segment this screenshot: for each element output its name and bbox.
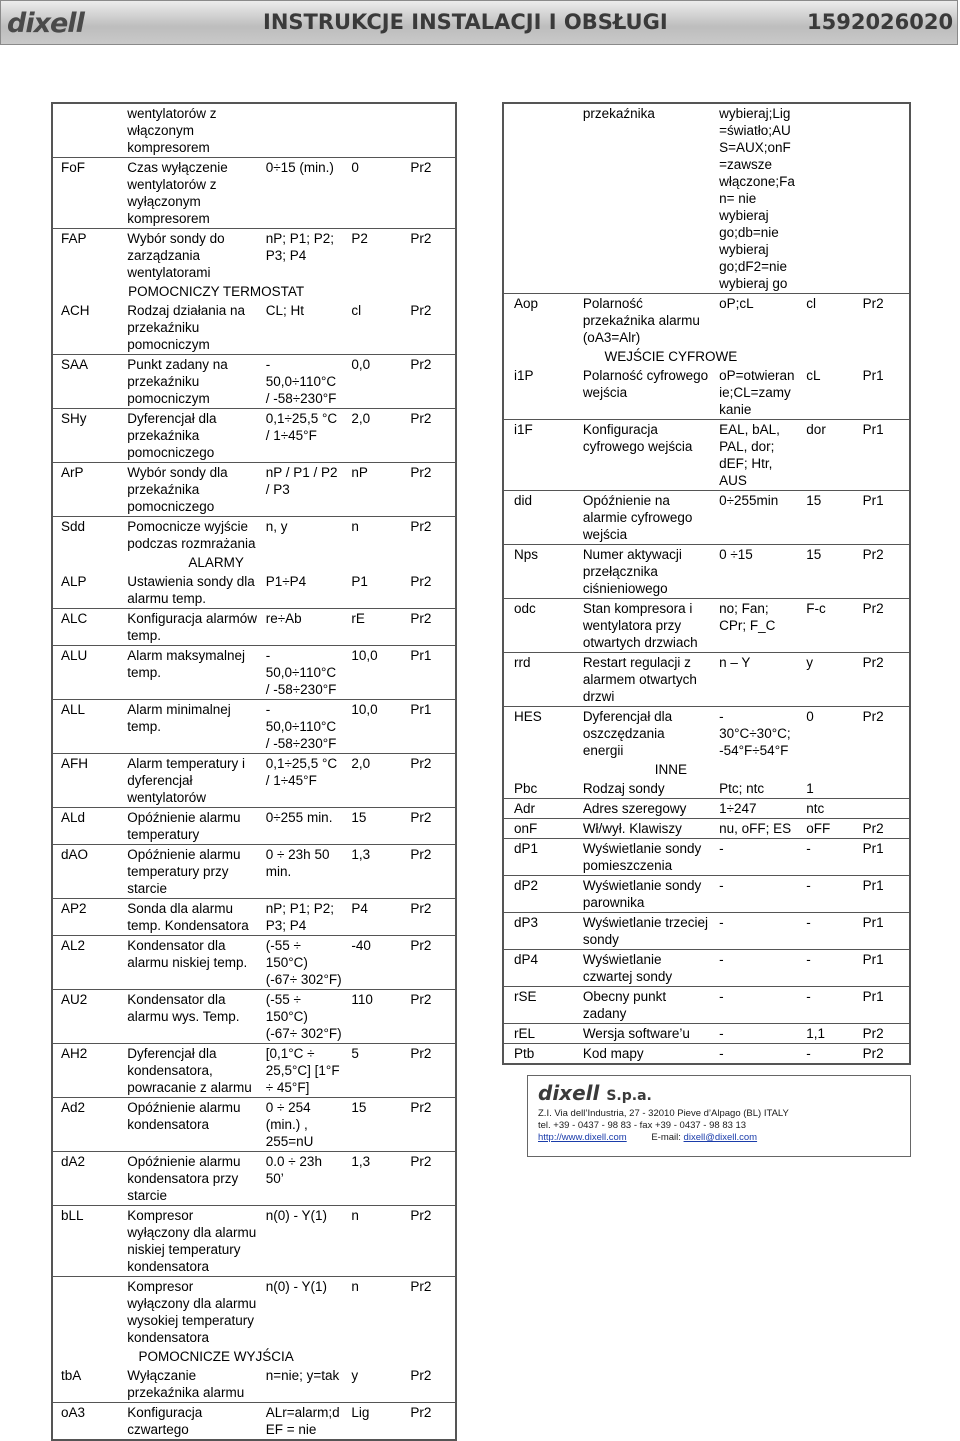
- table-row: [52, 103, 456, 158]
- company-footer: [527, 1075, 911, 1157]
- cell-code: SHy: [61, 411, 87, 426]
- table-row: [52, 517, 456, 554]
- cell-range: Ptc; ntc: [719, 781, 765, 796]
- table-row: [503, 839, 910, 876]
- cell-range: - 30°C÷30°C; -54°F÷54°F: [719, 709, 791, 758]
- table-row: [52, 1098, 456, 1152]
- cell-level: Pr2: [862, 547, 884, 562]
- footer-web-link[interactable]: http://www.dixell.com: [538, 1132, 627, 1143]
- cell-description: Restart regulacji z alarmem otwartych drzwi: [582, 655, 697, 704]
- table-row: [52, 1206, 456, 1277]
- cell-code: i1F: [514, 422, 533, 437]
- cell-level: Pr1: [862, 915, 884, 930]
- section-row: [503, 760, 910, 779]
- cell-default: -40: [351, 938, 371, 953]
- section-title: POMOCNICZY TERMOSTAT: [128, 284, 305, 299]
- cell-level: Pr2: [410, 465, 432, 480]
- dixell-logo: [7, 6, 84, 40]
- cell-level: Pr2: [410, 992, 432, 1007]
- cell-description: Opóźnienie alarmu temperatury przy starcie: [127, 847, 241, 896]
- cell-level: Pr2: [410, 1208, 432, 1223]
- cell-level: Pr2: [410, 160, 432, 175]
- table-row: [503, 599, 910, 653]
- cell-code: dA2: [61, 1154, 86, 1169]
- cell-range: 0,1÷25,5 °C / 1÷45°F: [265, 756, 338, 788]
- table-row: [52, 409, 456, 463]
- cell-code: [52, 103, 121, 158]
- cell-range: 0 ÷ 254 (min.) , 255=nU: [265, 1100, 314, 1149]
- section-title: INNE: [654, 762, 688, 777]
- cell-code: Ptb: [514, 1046, 535, 1061]
- table-row: [503, 420, 910, 491]
- cell-description: Sonda dla alarmu temp. Kondensatora: [127, 901, 249, 933]
- cell-level: Pr2: [862, 1026, 884, 1041]
- parameter-table-right: [502, 102, 911, 1065]
- cell-level: Pr2: [410, 810, 432, 825]
- cell-code: ALU: [61, 648, 88, 663]
- cell-level: Pr1: [410, 648, 432, 663]
- cell-code: AP2: [61, 901, 87, 916]
- table-row: [52, 845, 456, 899]
- cell-code: AL2: [61, 938, 86, 953]
- cell-default: 1: [806, 781, 814, 796]
- footer-email-label: E-mail:: [651, 1132, 681, 1143]
- cell-code: dP4: [514, 952, 539, 967]
- cell-range: [261, 103, 346, 158]
- cell-range: -: [719, 1046, 724, 1061]
- table-row: [52, 572, 456, 609]
- section-title: POMOCNICZE WYJŚCIA: [138, 1349, 294, 1364]
- cell-code: SAA: [61, 357, 89, 372]
- cell-range: 0 ÷15: [719, 547, 753, 562]
- table-row: [503, 294, 910, 348]
- cell-description: Dyferencjał dla przekaźnika pomocniczego: [127, 411, 217, 460]
- cell-level: Pr1: [410, 702, 432, 717]
- table-row: [52, 646, 456, 700]
- cell-description: Kod mapy: [582, 1046, 644, 1061]
- cell-range: - 50,0÷110°C / -58÷230°F: [265, 357, 337, 406]
- cell-code: oA3: [61, 1405, 86, 1420]
- cell-default: 0: [806, 709, 814, 724]
- cell-default: cl: [351, 303, 362, 318]
- table-row: [503, 779, 910, 799]
- footer-email-link[interactable]: dixell@dixell.com: [683, 1132, 758, 1143]
- cell-range: 1÷247: [719, 801, 757, 816]
- cell-empty: [503, 760, 577, 779]
- section-title: ALARMY: [188, 555, 244, 570]
- logo-text: dixell: [7, 7, 84, 39]
- cell-level: Pr1: [862, 989, 884, 1004]
- cell-level: [857, 779, 910, 799]
- cell-description: Konfiguracja alarmów temp.: [127, 611, 258, 643]
- cell-code: dP1: [514, 841, 539, 856]
- table-row: [52, 609, 456, 646]
- cell-default: 2,0: [351, 411, 371, 426]
- cell-range: (-55 ÷ 150°C) (-67÷ 302°F): [265, 938, 342, 987]
- table-row: [503, 950, 910, 987]
- cell-level: Pr2: [410, 611, 432, 626]
- cell-default: 5: [351, 1046, 359, 1061]
- cell-code: Ad2: [61, 1100, 86, 1115]
- cell-code: Pbc: [514, 781, 538, 796]
- cell-range: 0÷255min: [719, 493, 779, 508]
- cell-code: HES: [514, 709, 542, 724]
- cell-code: onF: [514, 821, 538, 836]
- cell-default: -: [806, 989, 811, 1004]
- cell-description: Opóźnienie na alarmie cyfrowego wejścia: [582, 493, 693, 542]
- cell-code: ALP: [61, 574, 87, 589]
- cell-range: P1÷P4: [265, 574, 307, 589]
- cell-level: Pr2: [410, 1279, 432, 1294]
- cell-description: Dyferencjał dla kondensatora, powracanie z alarmu: [127, 1046, 252, 1095]
- table-row: [503, 491, 910, 545]
- cell-description: Konfiguracja czwartego: [127, 1405, 203, 1437]
- table-row: [503, 103, 910, 294]
- cell-range: 0,1÷25,5 °C / 1÷45°F: [265, 411, 338, 443]
- cell-range: n=nie; y=tak: [265, 1368, 340, 1383]
- table-row: [52, 990, 456, 1044]
- cell-level: Pr2: [410, 303, 432, 318]
- table-row: [503, 819, 910, 839]
- cell-level: Pr2: [862, 655, 884, 670]
- cell-description: Opóźnienie alarmu temperatury: [127, 810, 241, 842]
- cell-default: ntc: [806, 801, 825, 816]
- cell-level: Pr2: [410, 411, 432, 426]
- cell-default: 110: [351, 992, 373, 1007]
- cell-code: rrd: [514, 655, 531, 670]
- cell-code: odc: [514, 601, 536, 616]
- cell-description: Stan kompresora i wentylatora przy otwartych drzwiach: [582, 601, 698, 650]
- cell-default: [345, 103, 404, 158]
- cell-default: 0: [351, 160, 359, 175]
- cell-level: Pr2: [410, 901, 432, 916]
- cell-description: Kompresor wyłączony dla alarmu niskiej temperatury kondensatora: [127, 1208, 257, 1274]
- cell-level: Pr2: [410, 1154, 432, 1169]
- cell-level: Pr2: [410, 1368, 432, 1383]
- cell-level: Pr2: [410, 756, 432, 771]
- cell-range: no; Fan; CPr; F_C: [719, 601, 776, 633]
- cell-code: ALd: [61, 810, 86, 825]
- cell-range: -: [719, 989, 724, 1004]
- cell-description: Dyferencjał dla oszczędzania energii: [582, 709, 673, 758]
- table-row: [503, 987, 910, 1024]
- cell-level: [404, 103, 456, 158]
- cell-code: AU2: [61, 992, 88, 1007]
- cell-default: 10,0: [351, 648, 378, 663]
- cell-code: rSE: [514, 989, 537, 1004]
- table-row: [503, 653, 910, 707]
- section-row: [52, 553, 456, 572]
- cell-description: wentylatorów z włączonym kompresorem: [127, 106, 217, 155]
- cell-code: dAO: [61, 847, 89, 862]
- cell-description: Wybór sondy dla przekaźnika pomocniczego: [127, 465, 228, 514]
- cell-default: y: [806, 655, 814, 670]
- table-row: [52, 1044, 456, 1098]
- cell-range: nP; P1; P2; P3; P4: [265, 231, 335, 263]
- cell-code: AFH: [61, 756, 88, 771]
- table-row: [503, 799, 910, 819]
- cell-level: [857, 799, 910, 819]
- table-row: [503, 913, 910, 950]
- cell-default: 0,0: [351, 357, 371, 372]
- cell-default: -: [806, 1046, 811, 1061]
- cell-level: Pr2: [862, 709, 884, 724]
- cell-range: 0 ÷ 23h 50 min.: [265, 847, 330, 879]
- document-code: 1592026020: [807, 10, 954, 34]
- cell-code: rEL: [514, 1026, 536, 1041]
- cell-level: Pr1: [862, 368, 884, 383]
- table-row: [52, 754, 456, 808]
- table-row: [52, 1152, 456, 1206]
- cell-code: did: [514, 493, 533, 508]
- cell-default: cL: [806, 368, 821, 383]
- cell-empty: [52, 282, 121, 301]
- cell-default: [800, 103, 856, 294]
- cell-default: oFF: [806, 821, 831, 836]
- cell-range: - 50,0÷110°C / -58÷230°F: [265, 702, 337, 751]
- footer-contact: [538, 1132, 757, 1143]
- cell-empty: [52, 553, 121, 572]
- cell-default: n: [351, 519, 359, 534]
- cell-description: Wyświetlanie sondy parownika: [582, 878, 702, 910]
- cell-default: y: [351, 1368, 359, 1383]
- cell-description: Pomocnicze wyjście podczas rozmrażania: [127, 519, 256, 551]
- cell-default: n: [351, 1279, 359, 1294]
- footer-phone: tel. +39 - 0437 - 98 83 - fax +39 - 0437 - 98 83 13: [538, 1120, 747, 1131]
- cell-level: Pr1: [862, 841, 884, 856]
- cell-level: Pr1: [862, 493, 884, 508]
- cell-description: Alarm temperatury i dyferencjał wentylatorów: [127, 756, 246, 805]
- table-row: [52, 229, 456, 283]
- cell-range: n(0) - Y(1): [265, 1208, 328, 1223]
- cell-range: nu, oFF; ES: [719, 821, 792, 836]
- cell-code: i1P: [514, 368, 534, 383]
- cell-default: -: [806, 915, 811, 930]
- footer-logo-text: dixell: [538, 1081, 600, 1105]
- cell-empty: [52, 1347, 121, 1366]
- footer-logo-suffix: S.p.a.: [606, 1088, 652, 1104]
- cell-description: Ustawienia sondy dla alarmu temp.: [127, 574, 255, 606]
- cell-level: Pr2: [862, 821, 884, 836]
- cell-code: Aop: [514, 296, 539, 311]
- cell-code: Adr: [514, 801, 536, 816]
- cell-range: oP;cL: [719, 296, 754, 311]
- table-row: [52, 700, 456, 754]
- table-row: [52, 301, 456, 355]
- cell-range: EAL, bAL, PAL, dor; dEF; Htr, AUS: [719, 422, 780, 488]
- cell-code: [52, 1277, 121, 1348]
- cell-level: Pr2: [410, 574, 432, 589]
- cell-description: Wybór sondy do zarządzania wentylatorami: [127, 231, 225, 280]
- cell-code: FAP: [61, 231, 87, 246]
- cell-level: Pr2: [862, 296, 884, 311]
- cell-description: Kondensator dla alarmu wys. Temp.: [127, 992, 240, 1024]
- cell-code: AH2: [61, 1046, 88, 1061]
- cell-range: -: [719, 1026, 724, 1041]
- cell-description: przekaźnika: [582, 106, 655, 121]
- cell-level: Pr2: [862, 1046, 884, 1061]
- cell-default: P4: [351, 901, 368, 916]
- cell-default: Lig: [351, 1405, 370, 1420]
- cell-default: F-c: [806, 601, 826, 616]
- cell-default: 15: [806, 493, 822, 508]
- table-row: [52, 1366, 456, 1403]
- cell-range: ALr=alarm;d EF = nie: [265, 1405, 340, 1437]
- cell-level: Pr2: [410, 519, 432, 534]
- table-row: [52, 936, 456, 990]
- cell-code: tbA: [61, 1368, 82, 1383]
- cell-range: n(0) - Y(1): [265, 1279, 328, 1294]
- cell-description: Adres szeregowy: [582, 801, 687, 816]
- cell-default: 15: [351, 810, 367, 825]
- cell-description: Kompresor wyłączony dla alarmu wysokiej temperatury kondensatora: [127, 1279, 257, 1345]
- table-row: [503, 545, 910, 599]
- cell-level: Pr2: [410, 1100, 432, 1115]
- cell-default: 1,3: [351, 847, 371, 862]
- cell-code: FoF: [61, 160, 86, 175]
- cell-description: Wersja software’u: [582, 1026, 690, 1041]
- table-row: [52, 463, 456, 517]
- cell-level: [857, 103, 910, 294]
- table-row: [52, 158, 456, 229]
- cell-empty: [503, 347, 577, 366]
- cell-code: dP2: [514, 878, 539, 893]
- cell-code: bLL: [61, 1208, 84, 1223]
- parameter-table-left: [51, 102, 457, 1441]
- cell-default: dor: [806, 422, 826, 437]
- cell-range: 0.0 ÷ 23h 50’: [265, 1154, 322, 1186]
- cell-description: Wyświetlanie trzeciej sondy: [582, 915, 708, 947]
- table-row: [503, 366, 910, 420]
- cell-level: Pr2: [410, 357, 432, 372]
- cell-default: P2: [351, 231, 368, 246]
- document-title: INSTRUKCJE INSTALACJI I OBSŁUGI: [263, 10, 668, 34]
- cell-code: Nps: [514, 547, 539, 562]
- cell-level: Pr1: [862, 878, 884, 893]
- cell-description: Opóźnienie alarmu kondensatora: [127, 1100, 241, 1132]
- cell-description: Wyświetlanie czwartej sondy: [582, 952, 673, 984]
- cell-default: -: [806, 878, 811, 893]
- cell-description: Rodzaj działania na przekaźniku pomocniczym: [127, 303, 246, 352]
- cell-range: -: [719, 915, 724, 930]
- cell-description: Wł/wył. Klawiszy: [582, 821, 682, 836]
- cell-default: 1,3: [351, 1154, 371, 1169]
- cell-range: re÷Ab: [265, 611, 302, 626]
- cell-range: -: [719, 952, 724, 967]
- cell-level: Pr2: [862, 601, 884, 616]
- table-row: [503, 1024, 910, 1044]
- cell-default: 10,0: [351, 702, 378, 717]
- cell-range: oP=otwieran ie;CL=zamy kanie: [719, 368, 795, 417]
- cell-range: wybieraj;Lig =światło;AU S=AUX;onF =zawsze włączone;Fa n= nie wybieraj go;db=nie wybieraj go;dF2=nie wybieraj go: [719, 106, 795, 291]
- cell-range: n, y: [265, 519, 288, 534]
- cell-default: 15: [351, 1100, 367, 1115]
- footer-logo: [538, 1081, 652, 1105]
- footer-address: Z.I. Via dell’Industria, 27 - 32010 Pieve d’Alpago (BL) ITALY: [538, 1108, 789, 1119]
- cell-description: Konfiguracja cyfrowego wejścia: [582, 422, 693, 454]
- cell-description: Alarm maksymalnej temp.: [127, 648, 246, 680]
- cell-default: rE: [351, 611, 365, 626]
- cell-description: Alarm minimalnej temp.: [127, 702, 231, 734]
- cell-description: Punkt zadany na przekaźniku pomocniczym: [127, 357, 228, 406]
- cell-description: Wyłączanie przekaźnika alarmu: [127, 1368, 245, 1400]
- cell-range: 0÷15 (min.): [265, 160, 334, 175]
- cell-code: ALL: [61, 702, 86, 717]
- table-row: [52, 355, 456, 409]
- cell-description: Obecny punkt zadany: [582, 989, 667, 1021]
- cell-range: - 50,0÷110°C / -58÷230°F: [265, 648, 337, 697]
- cell-range: nP; P1; P2; P3; P4: [265, 901, 335, 933]
- cell-description: Opóźnienie alarmu kondensatora przy starcie: [127, 1154, 241, 1203]
- section-row: [52, 282, 456, 301]
- cell-default: 1,1: [806, 1026, 826, 1041]
- cell-default: 2,0: [351, 756, 371, 771]
- cell-description: Rodzaj sondy: [582, 781, 665, 796]
- cell-code: ArP: [61, 465, 84, 480]
- cell-default: -: [806, 952, 811, 967]
- cell-level: Pr2: [410, 231, 432, 246]
- section-row: [503, 347, 910, 366]
- cell-level: Pr2: [410, 938, 432, 953]
- cell-level: Pr1: [862, 422, 884, 437]
- cell-default: nP: [351, 465, 368, 480]
- cell-range: -: [719, 878, 724, 893]
- cell-description: Polarność przekaźnika alarmu (oA3=Alr): [582, 296, 700, 345]
- header-bar: [0, 0, 958, 45]
- cell-default: 15: [806, 547, 822, 562]
- cell-description: Kondensator dla alarmu niskiej temp.: [127, 938, 248, 970]
- cell-level: Pr2: [410, 847, 432, 862]
- cell-range: n – Y: [719, 655, 751, 670]
- cell-range: nP / P1 / P2 / P3: [265, 465, 338, 497]
- cell-default: cl: [806, 296, 817, 311]
- cell-level: Pr2: [410, 1046, 432, 1061]
- table-row: [52, 899, 456, 936]
- cell-description: Czas wyłączenie wentylatorów z wyłączonym kompresorem: [127, 160, 228, 226]
- cell-level: Pr1: [862, 952, 884, 967]
- cell-range: (-55 ÷ 150°C) (-67÷ 302°F): [265, 992, 342, 1041]
- cell-description: Wyświetlanie sondy pomieszczenia: [582, 841, 702, 873]
- cell-range: -: [719, 841, 724, 856]
- cell-default: -: [806, 841, 811, 856]
- cell-default: n: [351, 1208, 359, 1223]
- section-row: [52, 1347, 456, 1366]
- cell-code: ALC: [61, 611, 88, 626]
- table-row: [503, 1044, 910, 1065]
- table-row: [503, 876, 910, 913]
- cell-default: P1: [351, 574, 368, 589]
- cell-range: [0,1°C ÷ 25,5°C] [1°F ÷ 45°F]: [265, 1046, 340, 1095]
- cell-code: Sdd: [61, 519, 86, 534]
- section-title: WEJŚCIE CYFROWE: [604, 349, 738, 364]
- table-row: [52, 808, 456, 845]
- cell-range: 0÷255 min.: [265, 810, 333, 825]
- table-row: [52, 1277, 456, 1348]
- cell-description: Numer aktywacji przełącznika ciśnieniowego: [582, 547, 682, 596]
- cell-code: ACH: [61, 303, 90, 318]
- cell-range: CL; Ht: [265, 303, 305, 318]
- cell-level: Pr2: [410, 1405, 432, 1420]
- table-row: [503, 707, 910, 761]
- table-row: [52, 1403, 456, 1441]
- cell-description: Polarność cyfrowego wejścia: [582, 368, 709, 400]
- cell-code: dP3: [514, 915, 539, 930]
- cell-code: [503, 103, 577, 294]
